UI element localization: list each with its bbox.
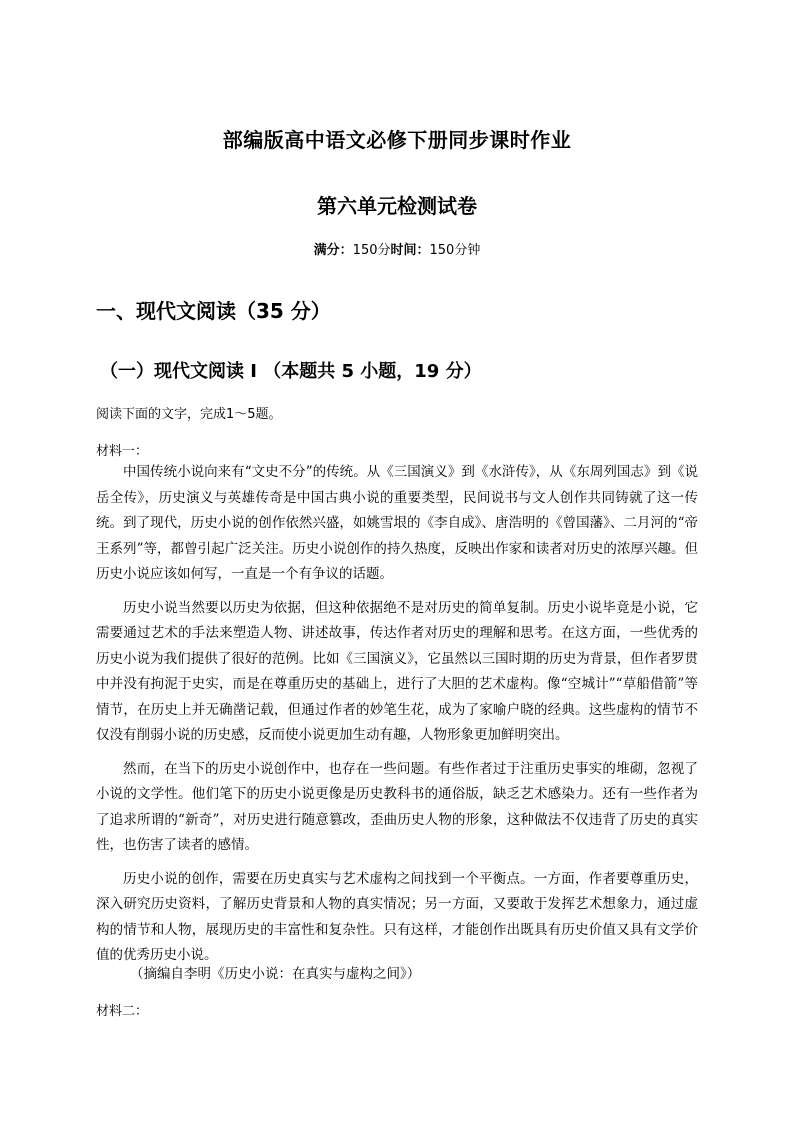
material-one-label: 材料一： <box>96 444 149 459</box>
score-time-line <box>0 239 794 258</box>
material-two-label: 材料二： <box>96 1004 149 1019</box>
article-paragraph: 历史小说的创作，需要在历史真实与艺术虚构之间找到一个平衡点。一方面，作者要尊重历史，深入研究历史资料，了解历史背景和人物的真实情况；另一方面，又要敢于发挥艺术想象力，通过虚构的情节和人物，展现历史的丰富性和复杂性。只有这样，才能创作出既具有历史价值又具有文学价值的优秀历史小说。 <box>96 870 698 963</box>
document-subtitle: 第六单元检测试卷 <box>317 194 477 218</box>
time-label: 时间： <box>390 243 430 258</box>
article-paragraph: 中国传统小说向来有“文史不分”的传统。从《三国演义》到《水浒传》，从《东周列国志》到《说岳全传》，历史演义与英雄传奇是中国古典小说的重要类型，民间说书与文人创作共同铸就了这一传统。到了现代，历史小说的创作依然兴盛，如姚雪垠的《李自成》、唐浩明的《曾国藩》、二月河的“帝王系列”等，都曾引起广泛关注。历史小说创作的持久热度，反映出作家和读者对历史的浓厚兴趣。但历史小说应该如何写，一直是一个有争议的话题。 <box>96 464 698 582</box>
document-title: 部编版高中语文必修下册同步课时作业 <box>222 128 572 152</box>
article-paragraph: 然而，在当下的历史小说创作中，也存在一些问题。有些作者过于注重历史事实的堆砌，忽视了小说的文学性。他们笔下的历史小说更像是历史教科书的通俗版，缺乏艺术感染力。还有一些作者为了追求所谓的“新奇”，对历史进行随意篡改，歪曲历史人物的形象，这种做法不仅违背了历史的真实性，也伤害了读者的感情。 <box>96 760 698 853</box>
reading-instruction: 阅读下面的文字，完成1～5题。 <box>96 407 282 422</box>
time-value: 150分钟 <box>429 243 481 258</box>
subsection-heading: （一）现代文阅读 I （本题共 5 小题，19 分） <box>100 361 482 382</box>
material-one-source: （摘编自李明《历史小说：在真实与虚构之间》） <box>130 966 421 982</box>
material-one-article <box>96 460 698 977</box>
full-score-value: 150分 <box>352 243 391 258</box>
full-score-label: 满分： <box>313 243 353 258</box>
article-paragraph: 历史小说当然要以历史为依据，但这种依据绝不是对历史的简单复制。历史小说毕竟是小说，它需要通过艺术的手法来塑造人物、讲述故事，传达作者对历史的理解和思考。在这方面，一些优秀的历史小说为我们提供了很好的范例。比如《三国演义》，它虽然以三国时期的历史为背景，但作者罗贯中并没有拘泥于史实，而是在尊重历史的基础上，进行了大胆的艺术虚构。像“空城计”“草船借箭”等情节，在历史上并无确凿记载，但通过作者的妙笔生花，成为了家喻户晓的经典。这些虚构的情节不仅没有削弱小说的历史感，反而使小说更加生动有趣，人物形象更加鲜明突出。 <box>96 599 698 743</box>
section-heading: 一、现代文阅读（35 分） <box>96 299 331 323</box>
